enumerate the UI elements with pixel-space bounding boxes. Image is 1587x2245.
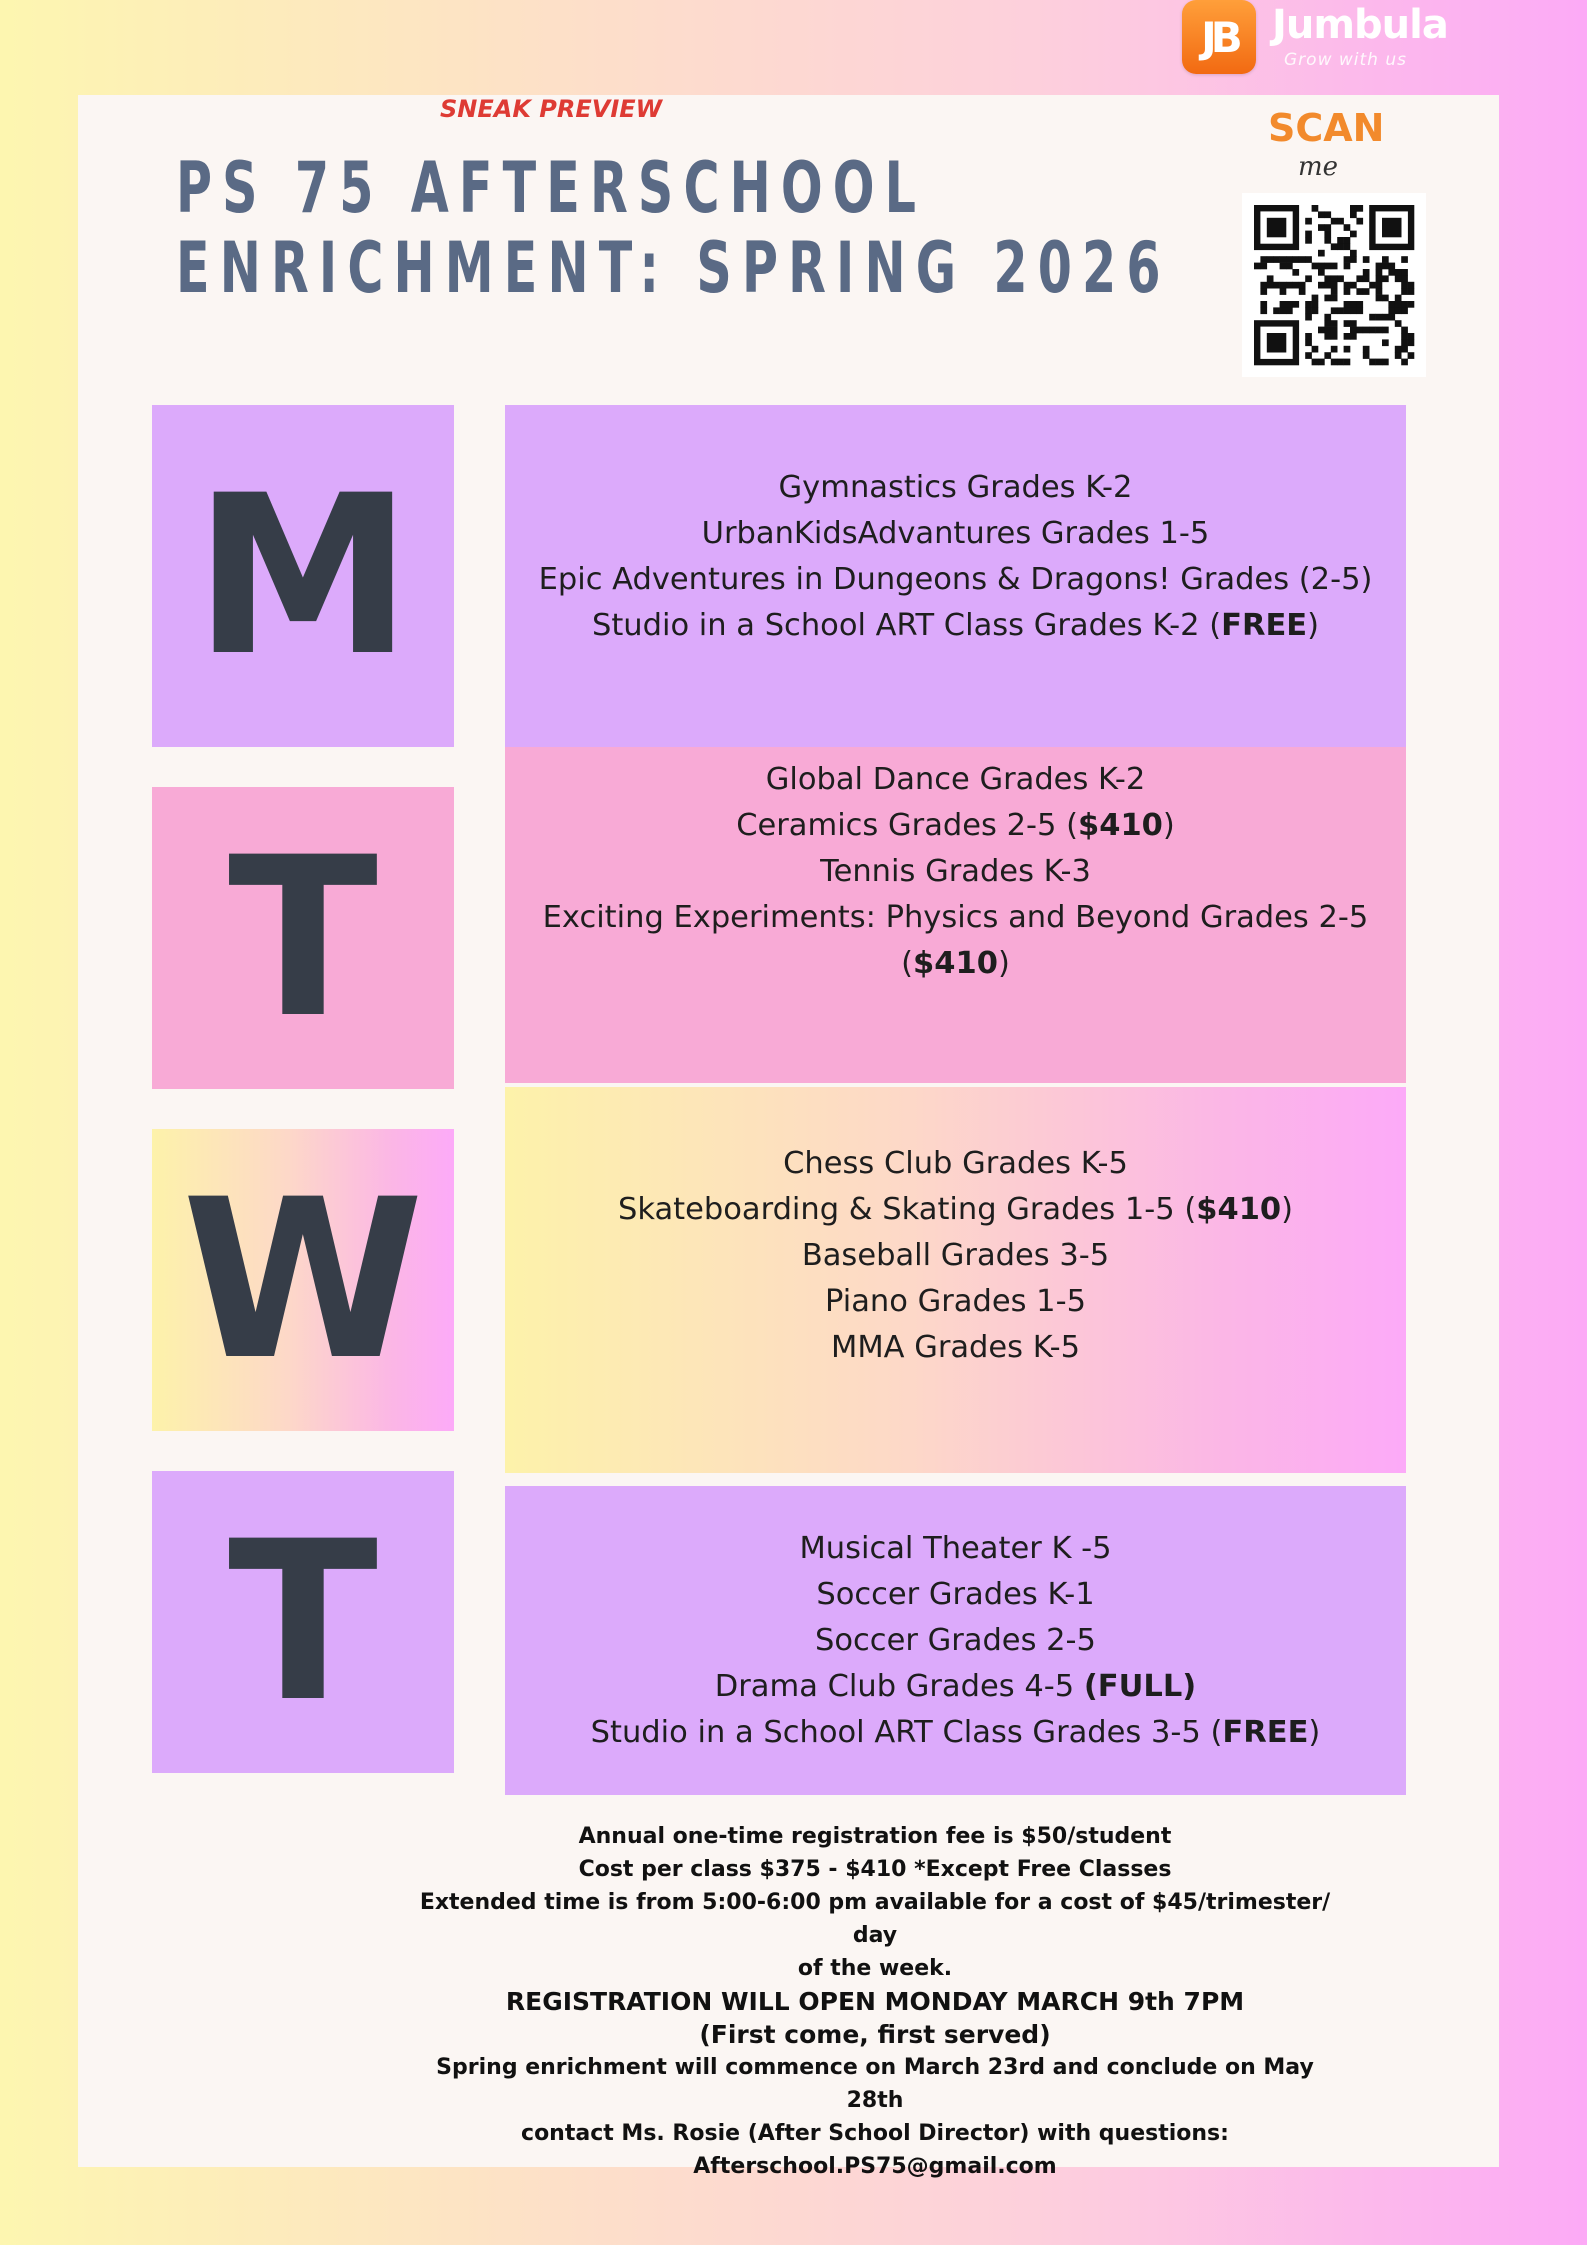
registration-fee: Annual one-time registration fee is $50/student xyxy=(578,1824,1172,1849)
class-price-tag: (FULL) xyxy=(1083,1669,1197,1704)
class-item xyxy=(505,803,1406,849)
class-name: ( xyxy=(901,946,914,981)
class-item xyxy=(505,1710,1406,1756)
title-line-2: ENRICHMENT: SPRING 2026 xyxy=(176,227,1171,309)
class-item xyxy=(505,1233,1406,1279)
sneak-preview-label: SNEAK PREVIEW xyxy=(440,95,663,123)
class-name: Exciting Experiments: Physics and Beyond Grades 2-5 xyxy=(542,900,1369,935)
day-letter-thursday: T xyxy=(152,1471,454,1773)
class-item xyxy=(505,1187,1406,1233)
class-item xyxy=(505,1141,1406,1187)
class-name-suffix: ) xyxy=(1307,608,1320,643)
classes-list-thursday xyxy=(505,1526,1406,1756)
class-name-suffix: ) xyxy=(1162,808,1175,843)
session-dates: Spring enrichment will commence on March 23rd and conclude on May 28th xyxy=(436,2055,1314,2113)
classes-list-monday xyxy=(505,465,1406,649)
class-name: Studio in a School ART Class Grades K-2 ( xyxy=(591,608,1222,643)
day-letter-monday: M xyxy=(152,405,454,747)
class-cost: Cost per class $375 - $410 *Except Free Classes xyxy=(578,1857,1172,1882)
scan-me-label: me xyxy=(1298,152,1339,182)
page-title xyxy=(176,148,1171,308)
class-item xyxy=(505,849,1406,895)
classes-panel-monday xyxy=(505,405,1406,747)
class-item xyxy=(505,1526,1406,1572)
class-price-tag: $410 xyxy=(913,946,998,981)
jumbula-logo[interactable] xyxy=(1182,0,1452,76)
class-item xyxy=(505,1279,1406,1325)
brand-tagline: Grow with us xyxy=(1284,50,1407,70)
classes-list-wednesday xyxy=(505,1141,1406,1371)
qr-code-graphic xyxy=(1242,193,1426,377)
day-letter-wednesday: W xyxy=(152,1129,454,1431)
class-name: Studio in a School ART Class Grades 3-5 ( xyxy=(590,1715,1223,1750)
contact-email[interactable]: Afterschool.PS75@gmail.com xyxy=(693,2154,1057,2179)
contact-note: contact Ms. Rosie (After School Director) with questions: xyxy=(521,2121,1229,2146)
class-name: Drama Club Grades 4-5 xyxy=(714,1669,1084,1704)
extended-time: Extended time is from 5:00-6:00 pm available for a cost of $45/trimester/ day xyxy=(419,1890,1331,1948)
class-item xyxy=(505,1664,1406,1710)
brand-name: Jumbula xyxy=(1272,2,1448,48)
class-name-suffix: ) xyxy=(1308,1715,1321,1750)
class-name-suffix: ) xyxy=(997,946,1010,981)
class-name: Skateboarding & Skating Grades 1-5 ( xyxy=(617,1192,1197,1227)
jumbula-logo-icon: JB xyxy=(1182,0,1256,74)
class-price-tag: $410 xyxy=(1078,808,1163,843)
first-come-note: (First come, first served) xyxy=(699,2020,1051,2049)
class-item xyxy=(505,757,1406,803)
class-name: Global Dance Grades K-2 xyxy=(765,762,1146,797)
class-item xyxy=(505,557,1406,603)
qr-code-icon[interactable] xyxy=(1242,193,1426,377)
class-name: Gymnastics Grades K-2 xyxy=(778,470,1133,505)
scan-label: SCAN xyxy=(1268,106,1385,150)
class-name: Tennis Grades K-3 xyxy=(820,854,1091,889)
class-item xyxy=(505,1618,1406,1664)
classes-list-tuesday xyxy=(505,757,1406,987)
class-name: Baseball Grades 3-5 xyxy=(801,1238,1110,1273)
class-name: UrbanKidsAdvantures Grades 1-5 xyxy=(701,516,1210,551)
day-letter-tuesday: T xyxy=(152,787,454,1089)
class-name: Soccer Grades K-1 xyxy=(816,1577,1095,1612)
class-name: Epic Adventures in Dungeons & Dragons! Grades (2-5) xyxy=(538,562,1373,597)
class-item xyxy=(505,1325,1406,1371)
class-item xyxy=(505,1572,1406,1618)
class-price-tag: FREE xyxy=(1222,1715,1309,1750)
class-item xyxy=(505,603,1406,649)
class-name: Piano Grades 1-5 xyxy=(825,1284,1086,1319)
classes-panel-thursday xyxy=(505,1486,1406,1795)
registration-open: REGISTRATION WILL OPEN MONDAY MARCH 9th 7PM xyxy=(505,1987,1245,2016)
class-price-tag: FREE xyxy=(1221,608,1308,643)
class-name-suffix: ) xyxy=(1281,1192,1294,1227)
classes-panel-wednesday xyxy=(505,1087,1406,1473)
title-line-1: PS 75 AFTERSCHOOL xyxy=(176,147,927,229)
class-name: MMA Grades K-5 xyxy=(831,1330,1080,1365)
class-name: Musical Theater K -5 xyxy=(799,1531,1112,1566)
class-item xyxy=(505,941,1406,987)
extended-time-cont: of the week. xyxy=(797,1956,953,1981)
class-price-tag: $410 xyxy=(1196,1192,1282,1227)
class-name: Soccer Grades 2-5 xyxy=(815,1623,1096,1658)
classes-panel-tuesday xyxy=(505,747,1406,1083)
class-item xyxy=(505,511,1406,557)
class-item xyxy=(505,465,1406,511)
class-name: Ceramics Grades 2-5 ( xyxy=(736,808,1079,843)
class-item xyxy=(505,895,1406,941)
class-name: Chess Club Grades K-5 xyxy=(783,1146,1128,1181)
registration-info xyxy=(405,1820,1345,2183)
